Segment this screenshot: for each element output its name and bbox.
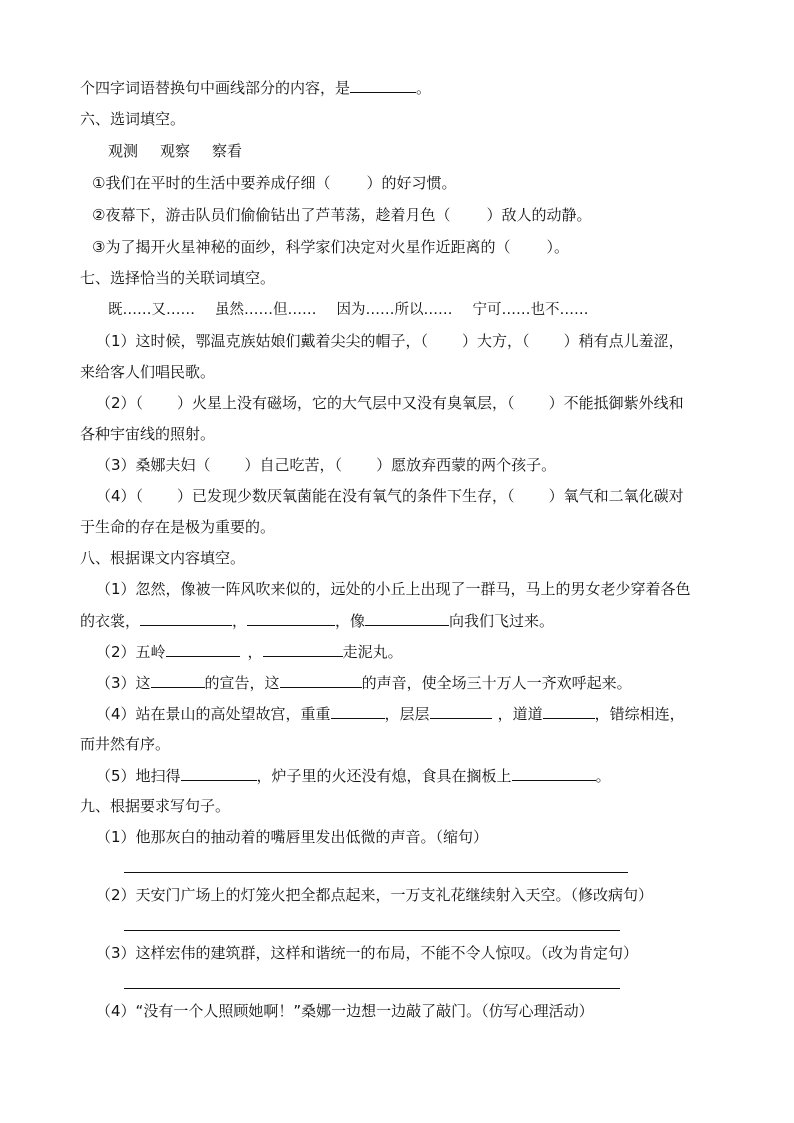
section-9-question-3: （3）这样宏伟的建筑群，这样和谐统一的布局，不能不令人惊叹。（改为肯定句） [96, 944, 639, 962]
question-text: ， [247, 643, 263, 661]
question-text: ）敌人的动静。 [486, 206, 592, 224]
question-text: （3）桑娜夫妇（ [96, 456, 211, 474]
question-text: 走泥丸。 [342, 643, 403, 661]
question-text: （3）这 [96, 674, 151, 692]
section-7-options [108, 300, 589, 320]
section-8-title: 八、根据课文内容填空。 [80, 549, 246, 567]
question-text: （2）五岭 [96, 643, 166, 661]
question-text: ）愿放弃西蒙的两个孩子。 [376, 456, 557, 474]
section-8-question-4-cont: 而井然有序。 [80, 735, 171, 753]
question-text: 的声音，使全场三十万人一齐欢呼起来。 [361, 674, 632, 692]
answer-blank[interactable] [350, 77, 416, 93]
question-text: 。 [595, 767, 611, 785]
question-text: （5）地扫得 [96, 767, 181, 785]
answer-blank[interactable] [166, 641, 240, 657]
answer-blank[interactable] [140, 610, 232, 626]
section-7-question-1 [96, 331, 684, 351]
question-text: （2）（ [96, 394, 144, 412]
answer-line[interactable] [124, 872, 628, 873]
question-text: ）氧气和二氧化碳对 [548, 487, 684, 505]
conjunction-option: 既……又…… [108, 302, 195, 318]
question-text: ③为了揭开火星神秘的面纱，科学家们决定对火星作近距离的（ [92, 238, 511, 256]
question-text: ，炉子里的火还没有熄，食具在搁板上 [256, 767, 512, 785]
section-7-question-1-cont: 来给客人们唱民歌。 [80, 363, 216, 381]
question-text: 的衣裳， [80, 612, 141, 630]
answer-blank[interactable] [151, 672, 205, 688]
section-8-question-5 [96, 765, 611, 785]
question-text: 的宣告，这 [204, 674, 280, 692]
question-text: ）稍有点儿羞涩， [563, 332, 684, 350]
question-text: ）火星上没有磁场，它的大气层中又没有臭氧层，（ [177, 394, 515, 412]
answer-line[interactable] [124, 988, 620, 989]
question-text: ，错综相连， [594, 705, 685, 723]
section-7-question-2 [96, 393, 684, 413]
question-text: ，道道 [497, 705, 543, 723]
question-text: （1）这时候，鄂温克族姑娘们戴着尖尖的帽子，（ [96, 332, 429, 350]
question-text: ②夜幕下，游击队员们偷偷钻出了芦苇荡，趁着月色（ [92, 206, 451, 224]
question-text: ）不能抵御紫外线和 [548, 394, 684, 412]
section-6-options [108, 141, 242, 161]
question-text: ）已发现少数厌氧菌能在没有氧气的条件下生存，（ [177, 487, 515, 505]
answer-blank[interactable] [430, 703, 492, 719]
section-7-question-3 [96, 455, 556, 475]
answer-blank[interactable] [331, 703, 385, 719]
answer-blank[interactable] [280, 672, 362, 688]
word-option: 观察 [160, 142, 191, 160]
conjunction-option: 宁可……也不…… [472, 302, 589, 318]
word-option: 察看 [212, 142, 243, 160]
question-text: ①我们在平时的生活中要养成仔细（ [92, 174, 331, 192]
section-8-question-4 [96, 703, 685, 723]
section-9-question-2: （2）天安门广场上的灯笼火把全都点起来，一万支礼花继续射入天空。（修改病句） [96, 886, 654, 904]
section-7-question-4-cont: 于生命的存在是极为重要的。 [80, 518, 276, 536]
question-text: ）。 [546, 238, 569, 256]
section-9-question-4: （4）“没有一个人照顾她啊！”桑娜一边想一边敲了敲门。（仿写心理活动） [96, 1002, 594, 1020]
answer-line[interactable] [124, 930, 620, 931]
question-text: ）自己吃苦，（ [244, 456, 343, 474]
section-8-question-1: （1）忽然，像被一阵风吹来似的，远处的小丘上出现了一群马，马上的男女老少穿着各色 [96, 580, 691, 598]
word-option: 观测 [108, 142, 139, 160]
section-7-title: 七、选择恰当的关联词填空。 [80, 269, 276, 287]
section-8-question-3 [96, 672, 632, 692]
answer-blank[interactable] [512, 765, 596, 781]
section-9-question-1: （1）他那灰白的抽动着的嘴唇里发出低微的声音。（缩句） [96, 828, 489, 846]
answer-blank[interactable] [365, 610, 449, 626]
question-text: ）的好习惯。 [366, 174, 457, 192]
question-text: （4）（ [96, 487, 144, 505]
section-6-title: 六、选词填空。 [80, 110, 186, 128]
punctuation: 。 [416, 79, 432, 97]
question-text: ，层层 [384, 705, 430, 723]
answer-blank[interactable] [181, 765, 257, 781]
section-6-question-2 [92, 205, 591, 225]
answer-blank[interactable] [263, 641, 343, 657]
section-6-question-1 [92, 173, 456, 193]
question-text: （4）站在景山的高处望故宫，重重 [96, 705, 331, 723]
continued-question [80, 77, 431, 97]
section-8-question-2 [96, 641, 403, 661]
section-8-question-1-cont [80, 610, 554, 630]
question-text: 向我们飞过来。 [449, 612, 555, 630]
answer-blank[interactable] [247, 610, 335, 626]
continued-question-text: 个四字词语替换句中画线部分的内容，是 [80, 79, 351, 97]
question-text: ）大方，（ [462, 332, 530, 350]
section-9-title: 九、根据要求写句子。 [80, 797, 231, 815]
question-text: ，像 [335, 612, 366, 630]
section-7-question-4 [96, 486, 684, 506]
section-6-question-3 [92, 237, 569, 257]
section-7-question-2-cont: 各种宇宙线的照射。 [80, 425, 216, 443]
question-text: ， [232, 612, 248, 630]
conjunction-option: 虽然……但…… [215, 302, 317, 318]
conjunction-option: 因为……所以…… [336, 302, 453, 318]
answer-blank[interactable] [543, 703, 595, 719]
